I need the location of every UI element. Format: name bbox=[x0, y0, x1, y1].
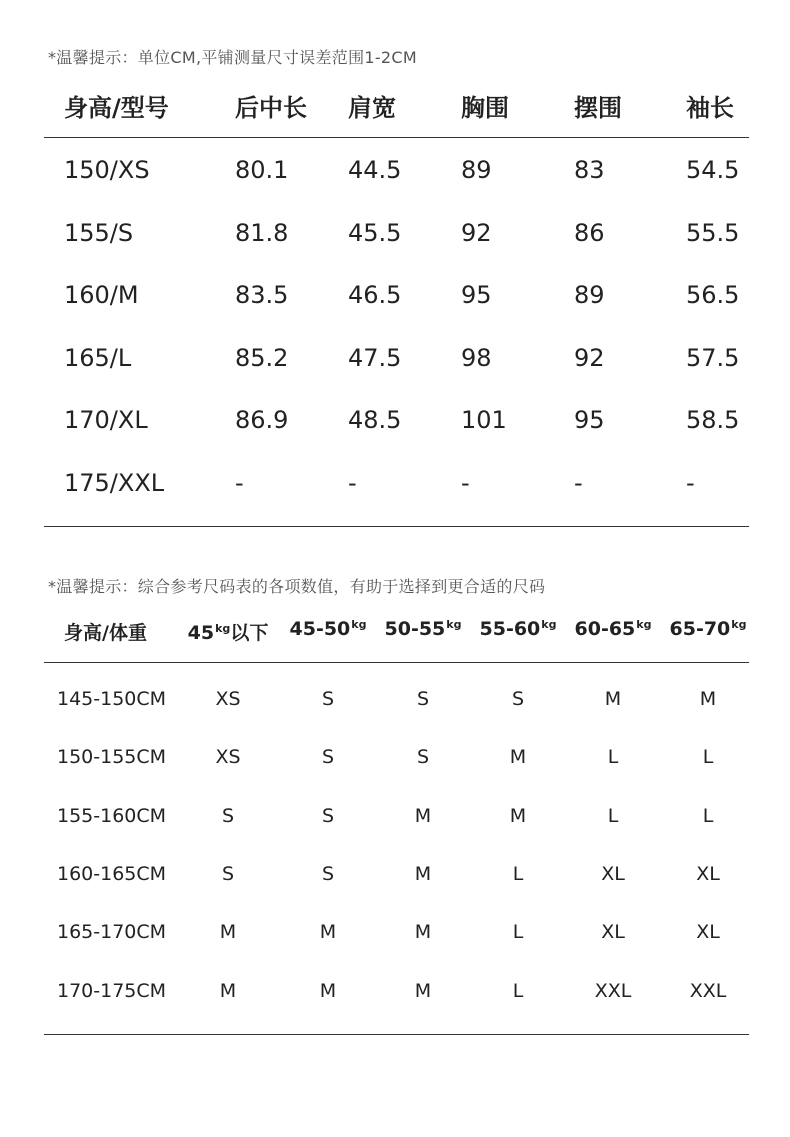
table-cell-size: S bbox=[321, 862, 335, 885]
table-cell-hem: - bbox=[574, 468, 583, 497]
column-header-weight-range bbox=[181, 618, 276, 645]
table-bottom-divider bbox=[44, 1034, 749, 1035]
table-cell-chest: 98 bbox=[461, 343, 492, 372]
table-cell-size: M bbox=[414, 862, 432, 885]
table-cell-hem: 83 bbox=[574, 156, 605, 184]
weight-unit: kg bbox=[446, 618, 462, 631]
weight-unit: kg bbox=[215, 622, 231, 635]
table-cell-size: XXL bbox=[689, 979, 727, 1002]
table-cell-chest: 89 bbox=[461, 156, 492, 184]
column-header-weight-range bbox=[471, 618, 566, 640]
table-cell-size: M bbox=[319, 979, 337, 1002]
table-cell-size: M bbox=[414, 921, 432, 944]
table-cell-sleeve-length: - bbox=[686, 468, 695, 497]
header-value: 60-65 bbox=[574, 618, 636, 640]
table-cell-size: L bbox=[607, 746, 619, 769]
table-cell-height-size: 150/XS bbox=[64, 156, 150, 184]
table-cell-size: M bbox=[414, 979, 432, 1002]
height-weight-size-table bbox=[44, 610, 749, 1040]
table-cell-size: M bbox=[414, 804, 432, 827]
table-cell-size: S bbox=[321, 746, 335, 769]
table-cell-size: S bbox=[416, 746, 430, 769]
table-cell-back-length: 83.5 bbox=[235, 281, 289, 309]
table-cell-size: S bbox=[221, 804, 235, 827]
table-cell-height-range: 150-155CM bbox=[57, 746, 167, 769]
table-cell-size: S bbox=[221, 862, 235, 885]
column-header-shoulder-width: 肩宽 bbox=[348, 94, 396, 122]
table-cell-size: L bbox=[512, 979, 524, 1002]
table-cell-size: L bbox=[607, 804, 619, 827]
column-header-weight-range bbox=[281, 618, 376, 640]
table-cell-shoulder-width: 44.5 bbox=[348, 156, 402, 184]
column-header-weight-range bbox=[566, 618, 661, 640]
table-cell-size: L bbox=[512, 862, 524, 885]
table-cell-size: XXL bbox=[594, 979, 632, 1002]
table-cell-size: S bbox=[321, 804, 335, 827]
table-cell-size: M bbox=[219, 921, 237, 944]
table-cell-size: S bbox=[416, 688, 430, 710]
table-cell-size: S bbox=[511, 688, 525, 710]
weight-unit: kg bbox=[351, 618, 367, 631]
table-cell-height-size: 175/XXL bbox=[64, 468, 165, 497]
table-cell-height-range: 155-160CM bbox=[57, 804, 167, 827]
table-cell-chest: 101 bbox=[461, 406, 507, 434]
column-header-hem: 摆围 bbox=[574, 94, 622, 122]
size-selection-tip: *温馨提示：综合参考尺码表的各项数值，有助于选择到更合适的尺码 bbox=[48, 577, 546, 596]
table-cell-size: L bbox=[702, 746, 714, 769]
table-cell-shoulder-width: 45.5 bbox=[348, 218, 402, 247]
table-cell-size: XL bbox=[696, 921, 720, 944]
table-cell-height-range: 160-165CM bbox=[57, 862, 167, 885]
table-header-divider bbox=[44, 137, 749, 138]
column-header-weight-range bbox=[661, 618, 756, 640]
table-cell-size: M bbox=[604, 688, 622, 710]
table-cell-size: L bbox=[512, 921, 524, 944]
table-cell-size: XL bbox=[696, 862, 720, 885]
measurement-tip: *温馨提示：单位CM,平铺测量尺寸误差范围1-2CM bbox=[48, 48, 417, 67]
table-cell-hem: 92 bbox=[574, 343, 605, 372]
table-cell-back-length: - bbox=[235, 468, 244, 497]
table-cell-size: M bbox=[319, 921, 337, 944]
column-header-height-size: 身高/型号 bbox=[64, 94, 169, 122]
table-cell-back-length: 81.8 bbox=[235, 218, 289, 247]
size-measurement-table bbox=[44, 80, 749, 530]
table-cell-height-size: 170/XL bbox=[64, 406, 148, 434]
table-cell-sleeve-length: 54.5 bbox=[686, 156, 740, 184]
weight-unit: kg bbox=[636, 618, 652, 631]
column-header-sleeve-length: 袖长 bbox=[686, 94, 734, 122]
table-cell-shoulder-width: - bbox=[348, 468, 357, 497]
table-cell-size: M bbox=[699, 688, 717, 710]
header-value: 65-70 bbox=[669, 618, 731, 640]
table-cell-hem: 89 bbox=[574, 281, 605, 309]
table-cell-hem: 95 bbox=[574, 406, 605, 434]
table-cell-size: M bbox=[509, 746, 527, 769]
table-cell-height-range: 145-150CM bbox=[57, 688, 167, 710]
table-cell-hem: 86 bbox=[574, 218, 605, 247]
header-value: 55-60 bbox=[479, 618, 541, 640]
table-cell-shoulder-width: 46.5 bbox=[348, 281, 402, 309]
table-cell-size: XS bbox=[215, 746, 241, 769]
header-value: 身高/体重 bbox=[64, 622, 147, 644]
table-cell-height-size: 160/M bbox=[64, 281, 139, 309]
column-header-chest: 胸围 bbox=[461, 94, 509, 122]
table-cell-size: XL bbox=[601, 921, 625, 944]
table-cell-size: L bbox=[702, 804, 714, 827]
table-cell-shoulder-width: 48.5 bbox=[348, 406, 402, 434]
table-bottom-divider bbox=[44, 526, 749, 527]
table-cell-size: S bbox=[321, 688, 335, 710]
table-cell-sleeve-length: 56.5 bbox=[686, 281, 740, 309]
table-cell-back-length: 86.9 bbox=[235, 406, 289, 434]
table-cell-size: XS bbox=[215, 688, 241, 710]
column-header-weight-range bbox=[376, 618, 471, 640]
table-cell-shoulder-width: 47.5 bbox=[348, 343, 402, 372]
table-cell-size: M bbox=[509, 804, 527, 827]
table-cell-size: XL bbox=[601, 862, 625, 885]
header-value: 45-50 bbox=[289, 618, 351, 640]
table-cell-chest: - bbox=[461, 468, 470, 497]
table-cell-back-length: 80.1 bbox=[235, 156, 289, 184]
table-cell-chest: 92 bbox=[461, 218, 492, 247]
table-header-divider bbox=[44, 662, 749, 663]
column-header-height-weight bbox=[64, 618, 194, 645]
header-value: 50-55 bbox=[384, 618, 446, 640]
table-cell-sleeve-length: 57.5 bbox=[686, 343, 740, 372]
table-cell-height-range: 170-175CM bbox=[57, 979, 167, 1002]
table-cell-height-size: 155/S bbox=[64, 218, 134, 247]
table-cell-height-size: 165/L bbox=[64, 343, 132, 372]
header-value: 45 bbox=[187, 622, 215, 644]
weight-unit: kg bbox=[731, 618, 747, 631]
table-cell-chest: 95 bbox=[461, 281, 492, 309]
column-header-back-length: 后中长 bbox=[235, 94, 307, 122]
weight-unit: kg bbox=[541, 618, 557, 631]
table-cell-sleeve-length: 58.5 bbox=[686, 406, 740, 434]
table-cell-sleeve-length: 55.5 bbox=[686, 218, 740, 247]
table-cell-height-range: 165-170CM bbox=[57, 921, 167, 944]
header-suffix: 以下 bbox=[230, 622, 269, 644]
table-cell-back-length: 85.2 bbox=[235, 343, 289, 372]
table-cell-size: M bbox=[219, 979, 237, 1002]
